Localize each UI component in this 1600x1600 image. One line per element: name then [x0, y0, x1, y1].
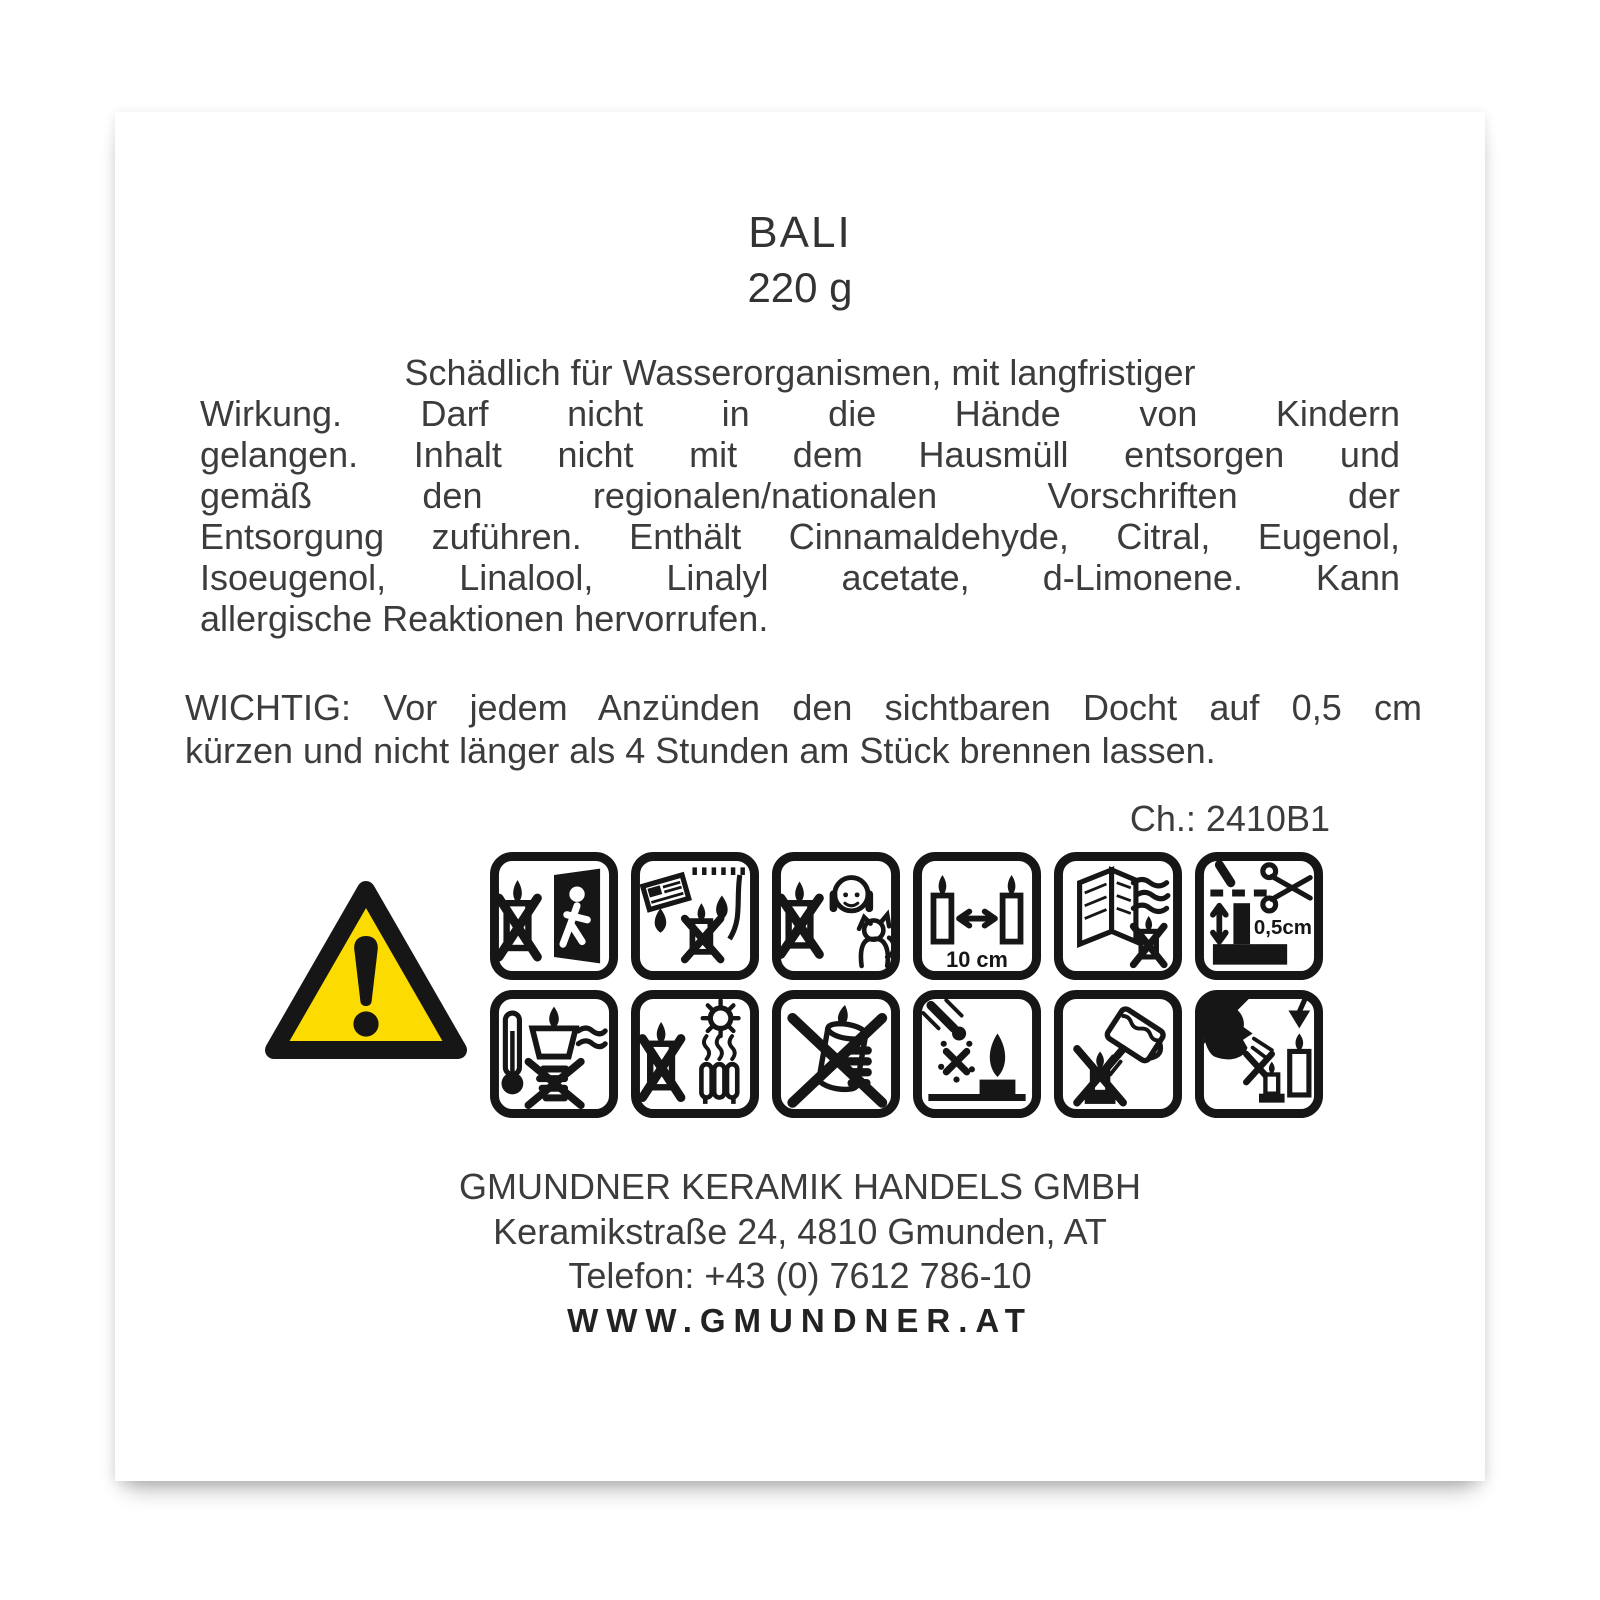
company-phone: Telefon: +43 (0) 7612 786-10 — [568, 1255, 1032, 1296]
company-address: Keramikstraße 24, 4810 Gmunden, AT — [493, 1211, 1107, 1252]
candle-distance-icon — [913, 852, 1041, 980]
hazard-statement — [200, 352, 1400, 639]
trim-wick-icon — [1195, 852, 1323, 980]
keep-wax-pool-clear-icon — [913, 990, 1041, 1118]
no-unattended-candle-icon — [490, 852, 618, 980]
product-weight: 220 g — [747, 264, 853, 311]
manufacturer-footer — [115, 1164, 1485, 1344]
important-notice — [185, 686, 1422, 772]
company-name: GMUNDNER KERAMIK HANDELS GMBH — [458, 1166, 1142, 1207]
keep-away-children-pets-icon — [772, 852, 900, 980]
keep-away-flammables-icon — [631, 852, 759, 980]
hazard-line: Entsorgung zuführen. Enthält Cinnamaldehyde, Citral, Eugenol, — [200, 516, 1400, 557]
no-water-extinguish-icon — [1054, 990, 1182, 1118]
important-line: kürzen und nicht länger als 4 Stunden am Stück brennen lassen. — [185, 730, 1216, 771]
hazard-line: gelangen. Inhalt nicht mit dem Hausmüll entsorgen und — [200, 434, 1400, 475]
product-label-card — [115, 112, 1485, 1481]
trim-wick-label: 0,5cm — [1253, 915, 1312, 939]
company-website: WWW.GMUNDNER.AT — [567, 1302, 1033, 1339]
hazard-line: allergische Reaktionen hervorrufen. — [200, 598, 769, 639]
hot-container-icon — [490, 990, 618, 1118]
candle-distance-label: 10 cm — [946, 947, 1008, 973]
hazard-line: Isoeugenol, Linalool, Linalyl acetate, d-Limonene. Kann — [200, 557, 1400, 598]
hazard-line: Schädlich für Wasserorganismen, mit langfristiger — [404, 352, 1196, 393]
warning-triangle-icon — [265, 880, 467, 1060]
safety-pictogram-grid — [490, 852, 1323, 1118]
hazard-line: gemäß den regionalen/nationalen Vorschriften der — [200, 475, 1400, 516]
keep-away-heat-sources-icon — [631, 990, 759, 1118]
important-line: WICHTIG: Vor jedem Anzünden den sichtbaren Docht auf 0,5 cm — [185, 687, 1422, 728]
product-title: BALI — [748, 208, 852, 257]
do-not-blow-out-icon — [1195, 990, 1323, 1118]
batch-code: Ch.: 2410B1 — [1129, 798, 1330, 839]
avoid-drafts-icon — [1054, 852, 1182, 980]
hazard-line: Wirkung. Darf nicht in die Hände von Kindern — [200, 393, 1400, 434]
do-not-move-burning-candle-icon — [772, 990, 900, 1118]
